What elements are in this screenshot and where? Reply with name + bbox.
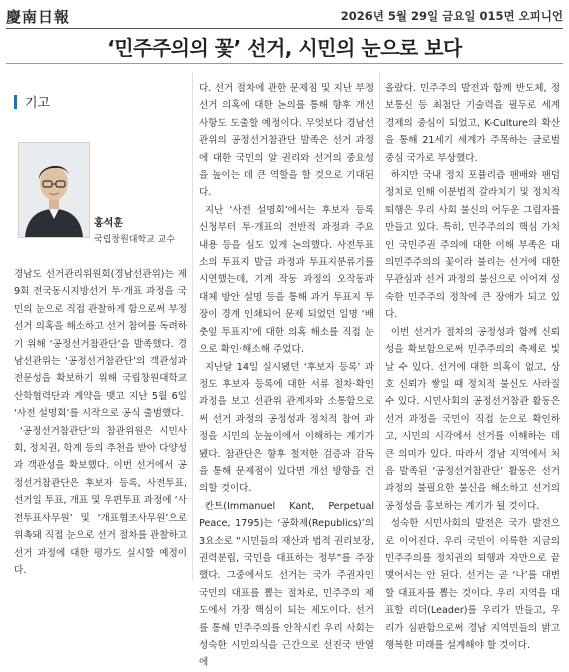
paragraph: 이번 선거가 절차의 공정성과 함께 신뢰성을 확보함으로써 민주주의의 축제로 빛날 수 있다. 선거에 대한 의혹이 없고, 상호 신뢰가 쌓일 때 정치적 불신도 사라질 수 있다. 시민사회의 공정선거참관 활동은 선거 과정을 국민이 직접 눈으로 확인하고, 시민의 시각에서 선거를 이해하는 데 큰 의미가 있다. 따라서 경남 지역에서 처음 발족된 ‘공정선거참관단’ 활동은 선거 과정의 불필요한 불신을 해소하고 선거의 공정성을 홍보하는 계기가 될 것이다. <box>385 326 560 512</box>
tag-label: 기고 <box>25 96 51 111</box>
dateline: 2026년 5월 29일 금요일 015면 오피니언 <box>340 9 563 23</box>
paragraph: 경남도 선거관리위원회(경남선관위)는 제9회 전국동시지방선거 투·개표 과정을 국민의 눈으로 직접 관찰하게 함으로써 부정선거 의혹을 해소하고 선거 참여를 독려하기 위해 ‘공정선거참관단’을 발족했다. 경남선관위는 ‘공정선거참관단’의 객관성과 전문성을 확보하기 위해 국립창원대학교 산학협력단과 계약을 맺고 지난 5월 6일 ‘사전 설명회’를 시작으로 공식 출범했다. <box>14 269 187 420</box>
author-affiliation: 국립창원대학교 교수 <box>94 235 176 245</box>
paragraph: 지난달 14일 실시됐던 ‘후보자 등록’ 과정도 후보자 등록에 대한 서류 절차·확인 과정을 보고 선관위 관계자와 소통함으로써 선거 과정의 공정성과 정치적 참여 과정을 시민의 눈높이에서 이해하는 계기가 됐다. 참관단은 향후 철저한 검증과 감독을 통해 문제점이 있다면 개선 방향을 건의할 것이다. <box>199 361 374 495</box>
article-column-3 <box>385 80 560 651</box>
paragraph: 성숙한 시민사회의 발전은 국가 발전으로 이어진다. 우리 국민이 이룩한 지금의 민주주의를 정치권의 퇴행과 자만으로 끝맺어서는 안 된다. 선거는 곧 ‘나’를 대변할 대표자를 뽑는 것이다. 우리 지역을 대표할 리더(Leader)를 우리가 만들고, 우리가 심판함으로써 경남 지역민들의 밝고 행복한 미래를 설계해야 할 것이다. <box>385 518 560 651</box>
author-photo <box>18 142 90 238</box>
paragraph: 올랐다. 민주주의 발전과 함께 반도체, 정보통신 등 최첨단 기술력을 필두로 세계 경제의 중심이 되었고, K-Culture의 확산을 통해 21세기 세계가 주목하는 글로벌 중심 국가로 부상했다. <box>385 83 560 164</box>
paragraph: ‘공정선거참관단’의 참관위원은 시민사회, 정치권, 학계 등의 추천을 받아 다양성과 객관성을 확보했다. 이번 선거에서 공정선거참관단은 후보자 등록, 사전투표, 선거일 투표, 개표 및 우편투표 과정에 ‘사전투표사무원’ 및 ‘개표협조사무원’으로 위촉돼 직접 눈으로 선거 절차를 관찰하고 선거 과정에 대한 평가도 실시할 예정이다. <box>14 425 187 576</box>
author-portrait-icon <box>19 143 89 237</box>
paragraph: 지난 ‘사전 설명회’에서는 후보자 등록 신청부터 투·개표의 전반적 과정과 주요 내용 등을 심도 있게 논의했다. 사전투표소의 투표지 발급 과정과 투표지분류기를 시연했는데, 기계 작동 과정의 오작동과 대체 방안 설명 등을 통해 과거 투표지 투장이 경계 인쇄되어 문제 되었던 일명 ‘배춧잎 투표지’에 대한 의혹 해소를 직접 눈으로 확인·해소해 주었다. <box>199 204 374 356</box>
article-column-2 <box>199 80 374 669</box>
author-byline <box>94 214 188 245</box>
column-divider <box>379 72 380 580</box>
paragraph: 다. 선거 절차에 관한 문제점 및 지난 부정선거 의혹에 대한 논의를 통해 향후 개선사항도 도출할 예정이다. 무엇보다 경남선관위의 공정선거참관단 발족은 선거 과정에 대한 국민의 알 권리와 선거의 중요성을 높이는 데 큰 역할을 할 것으로 기대된다. <box>199 83 374 199</box>
paragraph: 칸트(Immanuel Kant, Perpetual Peace, 1795)는 ‘공화제(Republics)’의 3요소로 “시민들의 재산과 법적 권리보장, 권력분립, 국민을 대표하는 정부”를 주장했다. 그중에서도 선거는 국가 주권자인 국민의 대표를 뽑는 절차로, 민주주의 제도에서 가장 핵심이 되는 제도이다. 선거를 통해 민주주의를 안착시킨 우리 사회는 성숙한 시민의식을 근간으로 선진국 반열에 <box>199 500 374 669</box>
article-headline: ‘민주주의의 꽃’ 선거, 시민의 눈으로 보다 <box>107 36 462 60</box>
headline-rule <box>6 63 563 64</box>
newspaper-logo: 慶南日報 <box>6 7 71 26</box>
author-name: 홍석훈 <box>94 218 123 229</box>
section-tag <box>14 92 50 111</box>
masthead-rule <box>6 28 563 29</box>
paragraph: 하지만 국내 정치 포퓰리즘 팬배와 팬덤 정치로 인해 이분법적 갈라치기 및 정치적 퇴행은 우리 사회 불신의 어두운 그림자를 만들고 있다. 특히, 민주주의의 핵심 가치인 국민주권 주의에 대한 이해 부족은 대의민주주의의 꽃이라 불리는 선거에 대한 무관심과 선거 과정의 불신으로 이어져 성숙한 민주주의 정착에 큰 장애가 되고 있다. <box>385 170 560 321</box>
column-divider <box>192 72 193 580</box>
masthead <box>6 6 563 26</box>
tag-marker <box>14 95 17 109</box>
article-column-1 <box>14 266 187 582</box>
